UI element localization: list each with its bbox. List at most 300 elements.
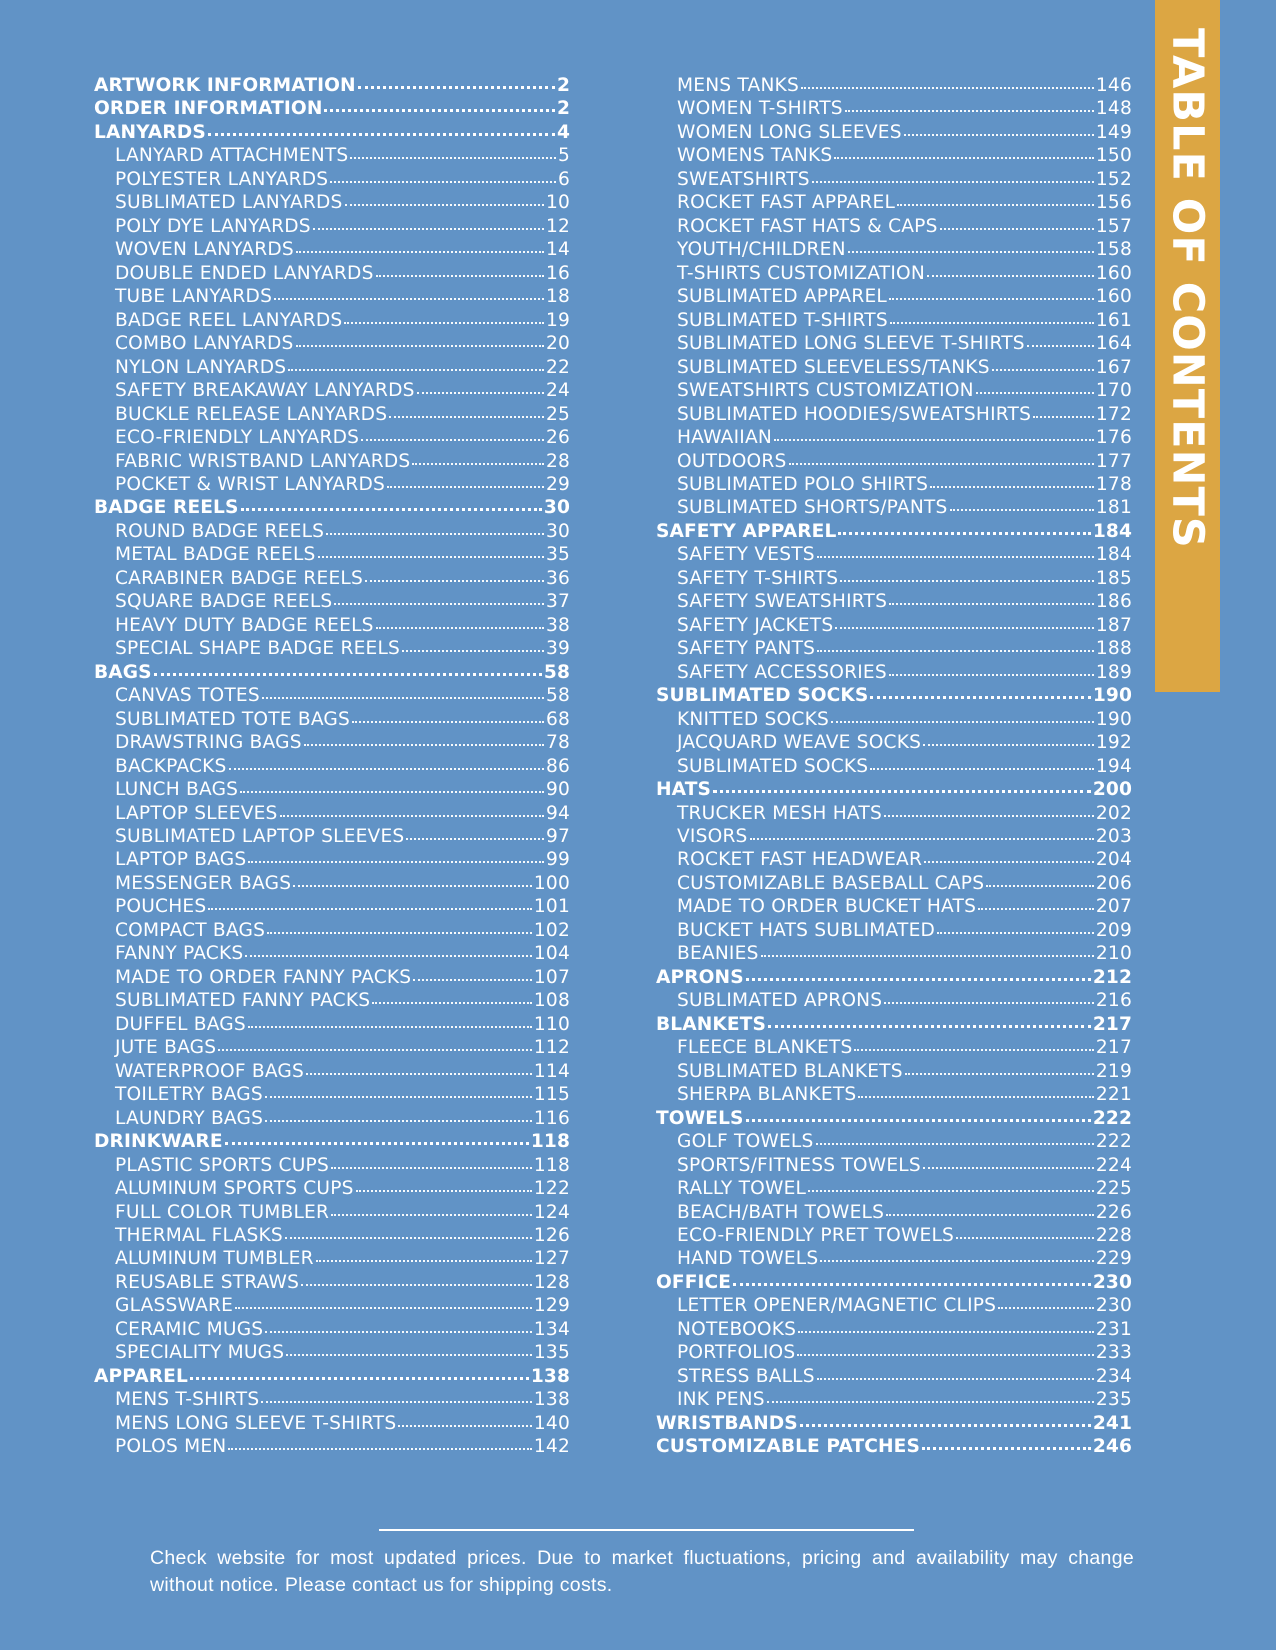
toc-entry-label: SUBLIMATED SOCKS bbox=[677, 755, 869, 777]
dot-leader bbox=[208, 133, 555, 136]
toc-page-number: 134 bbox=[533, 1318, 570, 1340]
dot-leader bbox=[372, 1002, 532, 1004]
dot-leader bbox=[1033, 416, 1094, 418]
toc-page-number: 207 bbox=[1095, 896, 1132, 918]
toc-entry-label: BAGS bbox=[94, 661, 152, 683]
toc-entry-label: ORDER INFORMATION bbox=[94, 98, 323, 120]
dot-leader bbox=[733, 1283, 1091, 1286]
dot-leader bbox=[767, 1401, 1094, 1403]
toc-entry-label: RALLY TOWEL bbox=[677, 1178, 807, 1200]
toc-page-number: 148 bbox=[1095, 98, 1132, 120]
toc-page-number: 108 bbox=[533, 990, 570, 1012]
dot-leader bbox=[986, 885, 1094, 887]
dot-leader bbox=[285, 1237, 532, 1239]
toc-subsection-entry bbox=[656, 1247, 1132, 1270]
toc-section-entry bbox=[656, 1107, 1132, 1130]
dot-leader bbox=[208, 908, 532, 910]
dot-leader bbox=[930, 486, 1094, 488]
toc-page-number: 118 bbox=[530, 1131, 570, 1153]
toc-section-entry bbox=[94, 121, 570, 144]
toc-entry-label: CUSTOMIZABLE PATCHES bbox=[656, 1436, 920, 1458]
toc-entry-label: LETTER OPENER/MAGNETIC CLIPS bbox=[677, 1295, 997, 1317]
toc-section-entry bbox=[94, 1365, 570, 1388]
toc-page-number: 5 bbox=[557, 145, 570, 167]
toc-subsection-entry bbox=[94, 1224, 570, 1247]
toc-page-number: 100 bbox=[533, 872, 570, 894]
toc-subsection-entry bbox=[656, 1177, 1132, 1200]
toc-subsection-entry bbox=[94, 848, 570, 871]
toc-section-entry bbox=[656, 684, 1132, 707]
toc-subsection-entry bbox=[656, 1201, 1132, 1224]
toc-subsection-entry bbox=[94, 403, 570, 426]
toc-entry-label: SUBLIMATED APRONS bbox=[677, 990, 883, 1012]
toc-entry-label: SUBLIMATED T-SHIRTS bbox=[677, 309, 888, 331]
toc-subsection-entry bbox=[656, 121, 1132, 144]
toc-subsection-entry bbox=[656, 731, 1132, 754]
dot-leader bbox=[248, 1026, 532, 1028]
dot-leader bbox=[950, 509, 1094, 511]
dot-leader bbox=[870, 696, 1090, 699]
dot-leader bbox=[245, 955, 532, 957]
toc-page-number: 128 bbox=[533, 1271, 570, 1293]
dot-leader bbox=[937, 932, 1094, 934]
toc-subsection-entry bbox=[656, 262, 1132, 285]
toc-page-number: 200 bbox=[1092, 779, 1132, 801]
toc-page-number: 190 bbox=[1095, 708, 1132, 730]
toc-section-entry bbox=[656, 1013, 1132, 1036]
toc-page-number: 116 bbox=[533, 1107, 570, 1129]
dot-leader bbox=[761, 955, 1094, 957]
dot-leader bbox=[417, 392, 544, 394]
toc-page-number: 12 bbox=[545, 215, 570, 237]
toc-entry-label: DRINKWARE bbox=[94, 1131, 223, 1153]
dot-leader bbox=[265, 1096, 532, 1098]
dot-leader bbox=[225, 1142, 529, 1145]
dot-leader bbox=[286, 1354, 532, 1356]
toc-subsection-entry bbox=[94, 144, 570, 167]
toc-entry-label: POLOS MEN bbox=[115, 1436, 227, 1458]
toc-entry-label: FANNY PACKS bbox=[115, 943, 244, 965]
dot-leader bbox=[998, 1307, 1094, 1309]
toc-page-number: 217 bbox=[1095, 1037, 1132, 1059]
dot-leader bbox=[356, 1190, 532, 1192]
toc-subsection-entry bbox=[94, 1294, 570, 1317]
toc-entry-label: INK PENS bbox=[677, 1389, 765, 1411]
toc-page-number: 149 bbox=[1095, 121, 1132, 143]
toc-subsection-entry bbox=[94, 1412, 570, 1435]
toc-page-number: 29 bbox=[545, 473, 570, 495]
toc-entry-label: MADE TO ORDER FANNY PACKS bbox=[115, 966, 412, 988]
toc-subsection-entry bbox=[656, 1224, 1132, 1247]
toc-entry-label: LANYARD ATTACHMENTS bbox=[115, 145, 349, 167]
toc-page-number: 28 bbox=[545, 450, 570, 472]
toc-entry-label: LAUNDRY BAGS bbox=[115, 1107, 264, 1129]
dot-leader bbox=[352, 721, 544, 723]
toc-page-number: 184 bbox=[1095, 544, 1132, 566]
toc-entry-label: MENS TANKS bbox=[677, 75, 799, 96]
dot-leader bbox=[406, 838, 544, 840]
toc-page-number: 212 bbox=[1092, 966, 1132, 988]
toc-page-number: 206 bbox=[1095, 872, 1132, 894]
dot-leader bbox=[978, 908, 1094, 910]
dot-leader bbox=[848, 251, 1094, 253]
toc-entry-label: SUBLIMATED APPAREL bbox=[677, 286, 887, 308]
toc-subsection-entry bbox=[656, 379, 1132, 402]
toc-subsection-entry bbox=[94, 942, 570, 965]
dot-leader bbox=[801, 87, 1094, 89]
dot-leader bbox=[854, 1049, 1093, 1051]
toc-page-number: 188 bbox=[1095, 638, 1132, 660]
toc-entry-label: SUBLIMATED BLANKETS bbox=[677, 1060, 903, 1082]
toc-subsection-entry bbox=[656, 661, 1132, 684]
toc-subsection-entry bbox=[94, 1341, 570, 1364]
toc-page-number: 184 bbox=[1092, 520, 1132, 542]
page-title: TABLE OF CONTENTS bbox=[1162, 28, 1213, 549]
dot-leader bbox=[831, 721, 1094, 723]
toc-page-number: 158 bbox=[1095, 239, 1132, 261]
toc-subsection-entry bbox=[94, 1060, 570, 1083]
dot-leader bbox=[293, 885, 532, 887]
dot-leader bbox=[924, 861, 1094, 863]
toc-subsection-entry bbox=[94, 1247, 570, 1270]
toc-page-number: 202 bbox=[1095, 802, 1132, 824]
toc-entry-label: GOLF TOWELS bbox=[677, 1131, 814, 1153]
toc-subsection-entry bbox=[656, 191, 1132, 214]
dot-leader bbox=[922, 1447, 1091, 1450]
toc-entry-label: GLASSWARE bbox=[115, 1295, 234, 1317]
toc-page-number: 118 bbox=[533, 1154, 570, 1176]
dot-leader bbox=[402, 650, 544, 652]
toc-page-number: 178 bbox=[1095, 473, 1132, 495]
toc-entry-label: CARABINER BADGE REELS bbox=[115, 567, 363, 589]
dot-leader bbox=[265, 1331, 532, 1333]
toc-entry-label: SUBLIMATED SHORTS/PANTS bbox=[677, 497, 948, 519]
toc-entry-label: THERMAL FLASKS bbox=[115, 1224, 283, 1246]
toc-page-number: 234 bbox=[1095, 1365, 1132, 1387]
toc-subsection-entry bbox=[94, 966, 570, 989]
toc-subsection-entry bbox=[94, 614, 570, 637]
toc-entry-label: SAFETY BREAKAWAY LANYARDS bbox=[115, 380, 415, 402]
toc-subsection-entry bbox=[656, 614, 1132, 637]
toc-page-number: 170 bbox=[1095, 380, 1132, 402]
toc-entry-label: SUBLIMATED LANYARDS bbox=[115, 192, 343, 214]
toc-page-number: 26 bbox=[545, 427, 570, 449]
toc-page-number: 233 bbox=[1095, 1342, 1132, 1364]
toc-entry-label: YOUTH/CHILDREN bbox=[677, 239, 846, 261]
toc-subsection-entry bbox=[656, 590, 1132, 613]
dot-leader bbox=[376, 275, 544, 277]
toc-subsection-entry bbox=[94, 1201, 570, 1224]
dot-leader bbox=[817, 556, 1094, 558]
dot-leader bbox=[838, 532, 1090, 535]
toc-entry-label: OUTDOORS bbox=[677, 450, 787, 472]
toc-entry-label: WOVEN LANYARDS bbox=[115, 239, 294, 261]
dot-leader bbox=[817, 650, 1094, 652]
toc-page-number: 2 bbox=[556, 75, 570, 96]
dot-leader bbox=[344, 322, 544, 324]
toc-entry-label: LAPTOP SLEEVES bbox=[115, 802, 278, 824]
dot-leader bbox=[326, 533, 544, 535]
toc-section-entry bbox=[94, 74, 570, 97]
toc-entry-label: METAL BADGE REELS bbox=[115, 544, 316, 566]
toc-page-number: 181 bbox=[1095, 497, 1132, 519]
dot-leader bbox=[923, 1167, 1094, 1169]
toc-subsection-entry bbox=[656, 1060, 1132, 1083]
toc-subsection-entry bbox=[94, 1107, 570, 1130]
toc-page-number: 124 bbox=[533, 1201, 570, 1223]
toc-page-number: 138 bbox=[533, 1389, 570, 1411]
dot-leader bbox=[296, 251, 544, 253]
toc-page-number: 229 bbox=[1095, 1248, 1132, 1270]
footer-note: Check website for most updated prices. Due to market fluctuations, pricing and availability may change without notice. Please contact us for shipping costs. bbox=[150, 1547, 1134, 1596]
dot-leader bbox=[265, 1120, 532, 1122]
toc-page-number: 185 bbox=[1095, 567, 1132, 589]
toc-page-number: 187 bbox=[1095, 614, 1132, 636]
dot-leader bbox=[905, 1073, 1094, 1075]
toc-page-number: 209 bbox=[1095, 919, 1132, 941]
toc-entry-label: BUCKET HATS SUBLIMATED bbox=[677, 919, 936, 941]
toc-page-number: 152 bbox=[1095, 168, 1132, 190]
toc-entry-label: POLYESTER LANYARDS bbox=[115, 168, 329, 190]
toc-page-number: 127 bbox=[533, 1248, 570, 1270]
toc-page-number: 2 bbox=[556, 98, 570, 120]
toc-entry-label: HAWAIIAN bbox=[677, 427, 772, 449]
toc-subsection-entry bbox=[94, 731, 570, 754]
toc-entry-label: COMBO LANYARDS bbox=[115, 333, 294, 355]
toc-page-number: 176 bbox=[1095, 427, 1132, 449]
toc-page-number: 99 bbox=[545, 849, 570, 871]
table-of-contents-tab bbox=[1155, 0, 1220, 692]
dot-leader bbox=[240, 791, 544, 793]
toc-page-number: 35 bbox=[545, 544, 570, 566]
toc-subsection-entry bbox=[94, 1435, 570, 1458]
toc-subsection-entry bbox=[656, 144, 1132, 167]
toc-subsection-entry bbox=[656, 872, 1132, 895]
toc-entry-label: LUNCH BAGS bbox=[115, 779, 239, 801]
toc-page-number: 231 bbox=[1095, 1318, 1132, 1340]
toc-page-number: 104 bbox=[533, 943, 570, 965]
toc-entry-label: LANYARDS bbox=[94, 121, 206, 143]
toc-entry-label: MADE TO ORDER BUCKET HATS bbox=[677, 896, 977, 918]
toc-entry-label: FULL COLOR TUMBLER bbox=[115, 1201, 330, 1223]
toc-page-number: 164 bbox=[1095, 333, 1132, 355]
dot-leader bbox=[262, 697, 544, 699]
toc-entry-label: SAFETY T-SHIRTS bbox=[677, 567, 839, 589]
dot-leader bbox=[798, 1331, 1094, 1333]
toc-section-entry bbox=[94, 661, 570, 684]
dot-leader bbox=[261, 1401, 532, 1403]
toc-entry-label: SUBLIMATED TOTE BAGS bbox=[115, 708, 351, 730]
toc-page-number: 160 bbox=[1095, 262, 1132, 284]
toc-subsection-entry bbox=[656, 1036, 1132, 1059]
toc-page-number: 68 bbox=[545, 708, 570, 730]
toc-page-number: 25 bbox=[545, 403, 570, 425]
toc-entry-label: KNITTED SOCKS bbox=[677, 708, 829, 730]
toc-subsection-entry bbox=[94, 802, 570, 825]
toc-subsection-entry bbox=[94, 356, 570, 379]
dot-leader bbox=[365, 580, 544, 582]
toc-subsection-entry bbox=[656, 895, 1132, 918]
toc-page-number: 140 bbox=[533, 1412, 570, 1434]
toc-subsection-entry bbox=[94, 1318, 570, 1341]
toc-entry-label: SUBLIMATED LONG SLEEVE T-SHIRTS bbox=[677, 333, 1025, 355]
toc-entry-label: OFFICE bbox=[656, 1271, 732, 1293]
toc-subsection-entry bbox=[94, 520, 570, 543]
toc-page-number: 90 bbox=[545, 779, 570, 801]
toc-entry-label: DOUBLE ENDED LANYARDS bbox=[115, 262, 374, 284]
toc-subsection-entry bbox=[94, 708, 570, 731]
dot-leader bbox=[870, 768, 1094, 770]
toc-entry-label: COMPACT BAGS bbox=[115, 919, 266, 941]
toc-entry-label: SWEATSHIRTS CUSTOMIZATION bbox=[677, 380, 974, 402]
toc-subsection-entry bbox=[94, 332, 570, 355]
toc-entry-label: SAFETY PANTS bbox=[677, 638, 816, 660]
toc-subsection-entry bbox=[656, 1154, 1132, 1177]
toc-subsection-entry bbox=[656, 238, 1132, 261]
footer-divider bbox=[379, 1529, 914, 1531]
toc-entry-label: SPECIAL SHAPE BADGE REELS bbox=[115, 638, 401, 660]
toc-subsection-entry bbox=[94, 1177, 570, 1200]
toc-subsection-entry bbox=[656, 1083, 1132, 1106]
toc-page-number: 19 bbox=[545, 309, 570, 331]
toc-page-number: 224 bbox=[1095, 1154, 1132, 1176]
dot-leader bbox=[858, 1096, 1094, 1098]
toc-subsection-entry bbox=[94, 567, 570, 590]
dot-leader bbox=[398, 1425, 532, 1427]
toc-entry-label: SUBLIMATED POLO SHIRTS bbox=[677, 473, 929, 495]
toc-entry-label: TOILETRY BAGS bbox=[115, 1084, 263, 1106]
dot-leader bbox=[387, 486, 544, 488]
toc-subsection-entry bbox=[94, 450, 570, 473]
dot-leader bbox=[927, 275, 1094, 277]
dot-leader bbox=[345, 204, 544, 206]
toc-page-number: 150 bbox=[1095, 145, 1132, 167]
toc-subsection-entry bbox=[94, 919, 570, 942]
dot-leader bbox=[267, 932, 532, 934]
toc-page-number: 30 bbox=[543, 497, 570, 519]
dot-leader bbox=[313, 228, 544, 230]
dot-leader bbox=[334, 603, 544, 605]
toc-page-number: 219 bbox=[1095, 1060, 1132, 1082]
toc-entry-label: WOMEN T-SHIRTS bbox=[677, 98, 843, 120]
toc-subsection-entry bbox=[656, 942, 1132, 965]
toc-page-number: 210 bbox=[1095, 943, 1132, 965]
dot-leader bbox=[840, 580, 1094, 582]
toc-page-number: 135 bbox=[533, 1342, 570, 1364]
toc-subsection-entry bbox=[656, 168, 1132, 191]
dot-leader bbox=[746, 978, 1091, 981]
dot-leader bbox=[218, 1049, 532, 1051]
toc-subsection-entry bbox=[656, 473, 1132, 496]
toc-page-number: 97 bbox=[545, 826, 570, 847]
dot-leader bbox=[412, 463, 544, 465]
dot-leader bbox=[884, 1002, 1094, 1004]
toc-subsection-entry bbox=[94, 755, 570, 778]
dot-leader bbox=[956, 1237, 1094, 1239]
toc-entry-label: BLANKETS bbox=[656, 1013, 766, 1035]
dot-leader bbox=[940, 228, 1094, 230]
toc-entry-label: PLASTIC SPORTS CUPS bbox=[115, 1154, 329, 1176]
dot-leader bbox=[797, 1354, 1094, 1356]
toc-entry-label: MENS LONG SLEEVE T-SHIRTS bbox=[115, 1412, 397, 1434]
toc-subsection-entry bbox=[94, 215, 570, 238]
dot-leader bbox=[228, 1448, 532, 1450]
toc-section-entry bbox=[94, 97, 570, 120]
dot-leader bbox=[750, 838, 1094, 840]
toc-page-number: 86 bbox=[545, 755, 570, 777]
dot-leader bbox=[274, 298, 544, 300]
toc-section-entry bbox=[656, 1271, 1132, 1294]
toc-entry-label: POLY DYE LANYARDS bbox=[115, 215, 311, 237]
toc-page-number: 6 bbox=[557, 168, 570, 190]
toc-page-number: 156 bbox=[1095, 192, 1132, 214]
dot-leader bbox=[413, 979, 532, 981]
toc-entry-label: APPAREL bbox=[94, 1365, 188, 1387]
dot-leader bbox=[316, 1260, 532, 1262]
dot-leader bbox=[358, 86, 555, 89]
toc-entry-label: HAND TOWELS bbox=[677, 1248, 819, 1270]
toc-page-number: 217 bbox=[1092, 1013, 1132, 1035]
dot-leader bbox=[800, 1424, 1091, 1427]
toc-section-entry bbox=[656, 1435, 1132, 1458]
toc-subsection-entry bbox=[94, 1388, 570, 1411]
toc-subsection-entry bbox=[656, 1365, 1132, 1388]
toc-subsection-entry bbox=[656, 637, 1132, 660]
toc-subsection-entry bbox=[94, 1271, 570, 1294]
dot-leader bbox=[280, 815, 544, 817]
toc-entry-label: PORTFOLIOS bbox=[677, 1342, 796, 1364]
toc-page-number: 186 bbox=[1095, 591, 1132, 613]
toc-entry-label: NOTEBOOKS bbox=[677, 1318, 797, 1340]
toc-entry-label: SAFETY VESTS bbox=[677, 544, 815, 566]
toc-subsection-entry bbox=[656, 285, 1132, 308]
toc-subsection-entry bbox=[94, 191, 570, 214]
dot-leader bbox=[768, 1025, 1091, 1028]
toc-entry-label: SAFETY APPAREL bbox=[656, 520, 837, 542]
toc-entry-label: HATS bbox=[656, 779, 711, 801]
toc-page-number: 222 bbox=[1095, 1131, 1132, 1153]
toc-entry-label: WOMEN LONG SLEEVES bbox=[677, 121, 902, 143]
toc-subsection-entry bbox=[94, 895, 570, 918]
toc-subsection-entry bbox=[656, 1341, 1132, 1364]
toc-entry-label: SQUARE BADGE REELS bbox=[115, 591, 333, 613]
toc-page-number: 58 bbox=[545, 685, 570, 707]
toc-subsection-entry bbox=[94, 426, 570, 449]
toc-entry-label: SPORTS/FITNESS TOWELS bbox=[677, 1154, 921, 1176]
toc-entry-label: CANVAS TOTES bbox=[115, 685, 260, 707]
dot-leader bbox=[296, 345, 544, 347]
toc-subsection-entry bbox=[656, 989, 1132, 1012]
toc-entry-label: SAFETY ACCESSORIES bbox=[677, 661, 887, 683]
dot-leader bbox=[992, 369, 1094, 371]
toc-subsection-entry bbox=[94, 543, 570, 566]
toc-subsection-entry bbox=[94, 872, 570, 895]
toc-entry-label: TOWELS bbox=[656, 1107, 744, 1129]
toc-page-number: 107 bbox=[533, 966, 570, 988]
toc-page-number: 228 bbox=[1095, 1224, 1132, 1246]
toc-subsection-entry bbox=[94, 309, 570, 332]
toc-entry-label: SAFETY JACKETS bbox=[677, 614, 834, 636]
dot-leader bbox=[816, 1143, 1094, 1145]
toc-subsection-entry bbox=[656, 1130, 1132, 1153]
dot-leader bbox=[817, 1378, 1094, 1380]
toc-entry-label: CERAMIC MUGS bbox=[115, 1318, 264, 1340]
dot-leader bbox=[897, 204, 1094, 206]
toc-page-number: 114 bbox=[533, 1060, 570, 1082]
toc-left-column bbox=[94, 74, 570, 1459]
toc-entry-label: WOMENS TANKS bbox=[677, 145, 833, 167]
toc-entry-label: POCKET & WRIST LANYARDS bbox=[115, 473, 385, 495]
